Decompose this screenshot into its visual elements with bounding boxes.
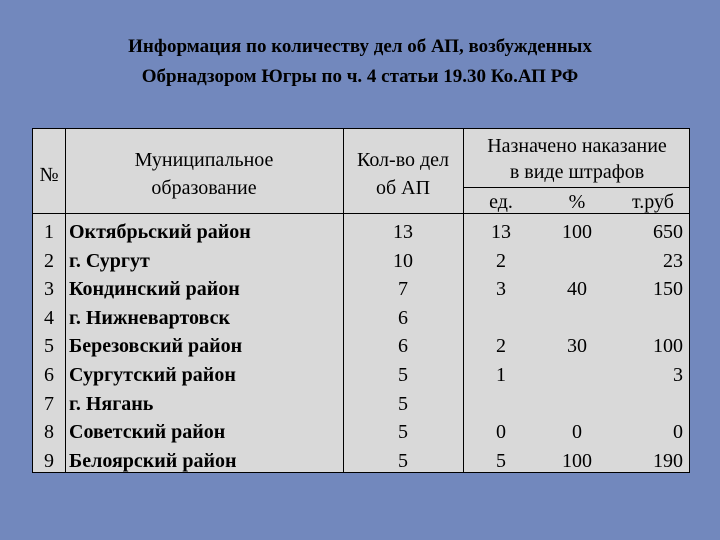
row-municipality: Кондинский район: [69, 278, 240, 301]
row-rub: 150: [653, 278, 683, 301]
row-number: 9: [44, 449, 54, 472]
row-units: 2: [496, 335, 506, 358]
row-cases: 5: [398, 392, 408, 415]
row-rub: 3: [673, 364, 683, 386]
row-number: 2: [44, 249, 54, 272]
row-percent: 40: [567, 278, 587, 301]
row-municipality: Белоярский район: [69, 449, 237, 472]
row-number: 5: [44, 335, 54, 358]
row-rub: 100: [653, 335, 683, 358]
title-line-1: Информация по количеству дел об АП, возбужденных: [128, 36, 592, 57]
row-rub: 190: [653, 449, 683, 472]
header-municipality-line1: Муниципальное: [134, 149, 274, 171]
header-rub: т.руб: [632, 191, 674, 213]
cases-table: [32, 128, 690, 473]
row-number: 3: [44, 278, 54, 301]
row-cases: 10: [393, 249, 413, 272]
row-municipality: г. Нижневартовск: [69, 306, 230, 329]
header-units: ед.: [489, 191, 513, 213]
row-units: 13: [491, 221, 511, 243]
row-rub: 0: [673, 421, 683, 444]
header-percent: %: [568, 191, 586, 213]
row-cases: 13: [393, 221, 413, 243]
row-municipality: г. Сургут: [69, 249, 150, 272]
header-cases-line1: Кол-во дел: [356, 149, 450, 171]
row-cases: 5: [398, 449, 408, 472]
row-municipality: Сургутский район: [69, 364, 236, 386]
header-penalty-line1: Назначено наказание: [487, 135, 667, 157]
row-units: 1: [496, 364, 506, 386]
row-units: 2: [496, 249, 506, 272]
header-penalty-line2: в виде штрафов: [509, 161, 645, 183]
row-municipality: г. Нягань: [69, 392, 154, 415]
row-municipality: Березовский район: [69, 335, 243, 358]
row-percent: 30: [567, 335, 587, 358]
row-number: 7: [44, 392, 54, 415]
row-units: 0: [496, 421, 506, 444]
row-number: 1: [44, 221, 54, 243]
row-rub: 650: [653, 221, 683, 243]
row-cases: 5: [398, 421, 408, 444]
row-number: 6: [44, 364, 54, 386]
header-municipality-line2: образование: [151, 177, 257, 199]
header-divider: [463, 187, 689, 188]
header-cases-line2: об АП: [375, 177, 431, 199]
header-number: №: [39, 164, 59, 186]
row-units: 5: [496, 449, 506, 472]
header-divider: [33, 213, 689, 214]
slide-title: [20, 32, 700, 92]
row-percent: 100: [562, 221, 592, 243]
row-number: 8: [44, 421, 54, 444]
row-cases: 5: [398, 364, 408, 386]
row-municipality: Советский район: [69, 421, 226, 444]
row-cases: 6: [398, 335, 408, 358]
row-percent: 100: [562, 449, 592, 472]
row-cases: 6: [398, 306, 408, 329]
row-number: 4: [44, 306, 54, 329]
row-cases: 7: [398, 278, 408, 301]
row-municipality: Октябрьский район: [69, 221, 251, 243]
row-rub: 23: [663, 249, 683, 272]
row-percent: 0: [572, 421, 582, 444]
title-line-2: Обрнадзором Югры по ч. 4 статьи 19.30 Ко.АП РФ: [141, 66, 579, 87]
row-units: 3: [496, 278, 506, 301]
